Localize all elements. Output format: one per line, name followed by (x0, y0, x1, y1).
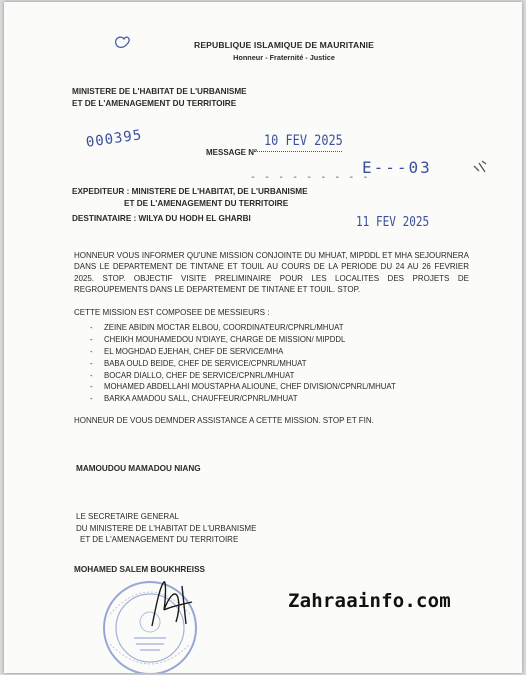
national-motto: Honneur - Fraternité - Justice (233, 53, 335, 62)
member-item (76, 334, 396, 346)
signatory-name-1: MAMOUDOU MAMADOU NIANG (76, 464, 201, 473)
message-number-dotted-line (254, 151, 342, 152)
signature-icon (142, 576, 202, 632)
message-date-stamp: 10 FEV 2025 (264, 133, 343, 149)
sender-line-1: EXPEDITEUR : MINISTERE DE L'HABITAT, DE L'URBANISME (72, 187, 308, 196)
members-list (76, 322, 396, 405)
member-item (76, 381, 396, 393)
list-dash: - (90, 334, 93, 344)
member-item (76, 393, 396, 405)
list-dash: - (90, 382, 93, 392)
received-date-stamp: 11 FEV 2025 (356, 215, 430, 230)
document-page (4, 2, 522, 673)
ministry-heading (72, 86, 247, 110)
member-text: CHEIKH MOUHAMEDOU N'DIAYE, CHARGE DE MISSION/ MIPDDL (104, 334, 346, 344)
member-item (76, 346, 396, 358)
secretary-line-3: ET DE L'AMENAGEMENT DU TERRITOIRE (80, 535, 239, 544)
sender-block (72, 186, 308, 210)
member-text: BOCAR DIALLO, CHEF DE SERVICE/CPNRL/MHUAT (104, 370, 295, 380)
member-text: BABA OULD BEIDE, CHEF DE SERVICE/CPNRL/MHUAT (104, 358, 307, 368)
member-text: EL MOGHDAD EJEHAH, CHEF DE SERVICE/MHA (104, 346, 284, 356)
reference-stamp: E---03 (362, 158, 432, 177)
handwritten-mark-icon (112, 32, 134, 54)
list-dash: - (90, 323, 93, 332)
secretary-line-2: DU MINISTERE DE L'HABITAT DE L'URBANISME (76, 523, 257, 533)
handwritten-tick-icon (472, 160, 488, 174)
list-dash: - (90, 358, 93, 368)
members-intro: CETTE MISSION EST COMPOSEE DE MESSIEURS : (74, 308, 270, 317)
secretary-general-block (76, 511, 256, 546)
member-item (76, 370, 396, 382)
list-dash: - (90, 394, 93, 404)
secretary-line-1: LE SECRETAIRE GENERAL (76, 512, 179, 521)
list-dash: - (90, 370, 93, 380)
member-text: BARKA AMADOU SALL, CHAUFFEUR/CPNRL/MHUAT (104, 394, 298, 404)
message-body: HONNEUR VOUS INFORMER QU'UNE MISSION CONJOINTE DU MHUAT, MIPDDL ET MHA SEJOURNERA DANS LE DEPARTEMENT DE TINTANE ET TOUIL AU COURS DE LA PERIODE DU 24 AU 26 FEVRIER 2025. STOP. OBJECTIF VISITE PRELIMINAIRE POUR LES LOCALITES DES PROJETS DE REGROUPEMENTS DANS LE DEPARTEMENT DE TINTANE ET TOUIL. STOP. (74, 251, 469, 295)
member-item (76, 358, 396, 370)
message-number-label: MESSAGE N° (206, 148, 258, 157)
dashed-line: - - - - - - - - - (250, 172, 370, 183)
ministry-line-1: MINISTERE DE L'HABITAT DE L'URBANISME (72, 87, 247, 96)
recipient-line: DESTINATAIRE : WILYA DU HODH EL GHARBI (72, 214, 251, 223)
closing-line: HONNEUR DE VOUS DEMNDER ASSISTANCE A CETTE MISSION. STOP ET FIN. (74, 416, 374, 425)
registration-number-stamp: 000395 (85, 127, 144, 151)
signatory-name-2: MOHAMED SALEM BOUKHREISS (74, 565, 206, 574)
sender-line-2: ET DE L'AMENAGEMENT DU TERRITOIRE (124, 199, 289, 208)
member-text: MOHAMED ABDELLAHI MOUSTAPHA ALIOUNE, CHEF DIVISION/CPNRL/MHUAT (104, 382, 396, 392)
member-item (76, 322, 396, 334)
member-text: ZEINE ABIDIN MOCTAR ELBOU, COORDINATEUR/CPNRL/MHUAT (104, 323, 344, 332)
list-dash: - (90, 346, 93, 356)
country-title: REPUBLIQUE ISLAMIQUE DE MAURITANIE (194, 40, 374, 50)
watermark-text: Zahraainfo.com (288, 590, 451, 612)
ministry-line-2: ET DE L'AMENAGEMENT DU TERRITOIRE (72, 99, 237, 108)
